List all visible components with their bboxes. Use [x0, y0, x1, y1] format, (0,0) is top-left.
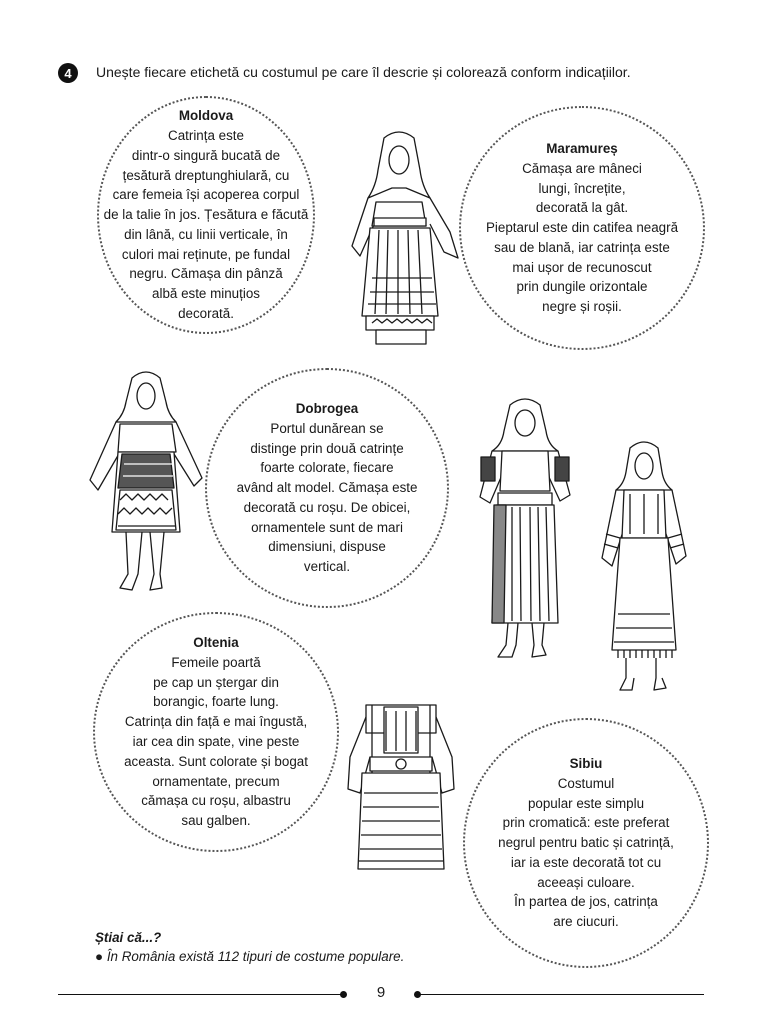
exercise-number-badge: 4 — [58, 63, 78, 83]
bubble-line: Catrința din față e mai îngustă, — [124, 714, 308, 730]
label-bubble-maramures[interactable] — [459, 106, 705, 350]
bubble-line: dintr-o singură bucată de — [131, 147, 281, 163]
instruction-text: Unește fiecare etichetă cu costumul pe care îl descrie și colorează conform indicațiilor. — [96, 64, 631, 80]
label-bubble-moldova[interactable] — [97, 96, 315, 334]
bubble-line: sau galben. — [181, 813, 251, 829]
costume-drawing — [84, 368, 208, 602]
bubble-line: Cămașa are mâneci — [522, 160, 642, 176]
label-bubble-sibiu[interactable] — [463, 718, 709, 968]
bubble-line: albă este minuțios — [152, 286, 260, 302]
bubble-line: din lână, cu linii verticale, în — [124, 226, 288, 242]
bubble-line: dimensiuni, dispuse — [268, 539, 386, 555]
bubble-line: culori mai reținute, pe fundal — [121, 246, 291, 262]
bubble-line: Pieptarul este din catifea neagră — [485, 220, 679, 236]
fact-text: În România există 112 tipuri de costume populare. — [106, 949, 405, 964]
bubble-line: iar cea din spate, vine peste — [132, 734, 300, 749]
exercise-instruction — [58, 62, 748, 86]
did-you-know-line — [95, 947, 404, 966]
page-footer — [58, 982, 704, 1006]
bubble-line: distinge prin două catrințe — [250, 440, 404, 456]
bubble-line: mai ușor de recunoscut — [512, 259, 652, 275]
bubble-line: În partea de jos, catrința — [514, 894, 658, 910]
bubble-line: decorată. — [178, 306, 234, 322]
bullet-icon: ● — [95, 949, 104, 964]
bubble-line: decorată la gât. — [535, 200, 629, 216]
costume-drawing — [596, 438, 692, 694]
bubble-line: cămașa cu roșu, albastru — [141, 793, 291, 809]
bubble-title: Maramureș — [546, 140, 618, 156]
bubble-title: Sibiu — [569, 755, 603, 771]
costume-illustration-2[interactable] — [84, 368, 208, 602]
bubble-line: care femeia își acoperea corpul — [112, 187, 300, 203]
bubble-line: Portul dunărean se — [270, 420, 384, 436]
did-you-know-box — [95, 928, 404, 966]
footer-rule-right — [418, 994, 704, 995]
bubble-line: aceasta. Sunt colorate și bogat — [124, 753, 308, 769]
costume-drawing — [332, 128, 467, 353]
bubble-line: ornamentate, precum — [152, 773, 280, 789]
bubble-line: negru. Cămașa din pânză — [129, 266, 283, 282]
costume-drawing — [346, 697, 456, 875]
bubble-line: vertical. — [303, 559, 351, 575]
footer-rule-left — [58, 994, 342, 995]
bubble-line: țesătură dreptunghiulară, cu — [122, 167, 290, 183]
bubble-line: Costumul — [557, 775, 615, 791]
bubble-line: negre și roșii. — [542, 299, 622, 315]
bubble-title: Moldova — [178, 108, 234, 124]
label-bubble-dobrogea[interactable] — [205, 368, 449, 608]
bubble-line: decorată cu roșu. De obicei, — [243, 499, 411, 515]
bubble-title: Oltenia — [193, 635, 239, 651]
bubble-line: de la talie în jos. Țesătura e făcută — [103, 207, 309, 223]
bubble-line: borangic, foarte lung. — [153, 694, 279, 710]
bubble-line: Femeile poartă — [171, 654, 261, 670]
bubble-line: pe cap un ștergar din — [153, 674, 279, 690]
bubble-line: având alt model. Cămașa este — [236, 480, 418, 496]
did-you-know-title: Știai că...? — [95, 930, 162, 945]
label-bubble-oltenia[interactable] — [93, 612, 339, 852]
bubble-line: ornamentele sunt de mari — [251, 519, 403, 535]
costume-illustration-3[interactable] — [474, 395, 576, 667]
bubble-line: foarte colorate, fiecare — [260, 460, 394, 476]
costume-drawing — [474, 395, 576, 667]
bubble-line: iar ia este decorată tot cu — [510, 854, 662, 870]
bubble-line: lungi, încrețite, — [538, 180, 626, 196]
bubble-line: aceeași culoare. — [537, 874, 635, 890]
bubble-line: are ciucuri. — [553, 914, 619, 930]
bubble-line: sau de blană, iar catrința este — [494, 239, 670, 255]
costume-illustration-1[interactable] — [332, 128, 467, 353]
bubble-line: popular este simplu — [527, 795, 645, 811]
costume-illustration-5[interactable] — [346, 697, 456, 875]
bubble-line: prin dungile orizontale — [516, 279, 648, 295]
bubble-title: Dobrogea — [295, 400, 359, 416]
costume-illustration-4[interactable] — [596, 438, 692, 694]
bubble-line: negrul pentru batic și catrință, — [498, 835, 674, 851]
bubble-line: Catrința este — [168, 127, 244, 143]
page-number: 9 — [376, 984, 386, 1001]
footer-dot-left — [340, 991, 347, 998]
bubble-line: prin cromatică: este preferat — [502, 815, 670, 831]
